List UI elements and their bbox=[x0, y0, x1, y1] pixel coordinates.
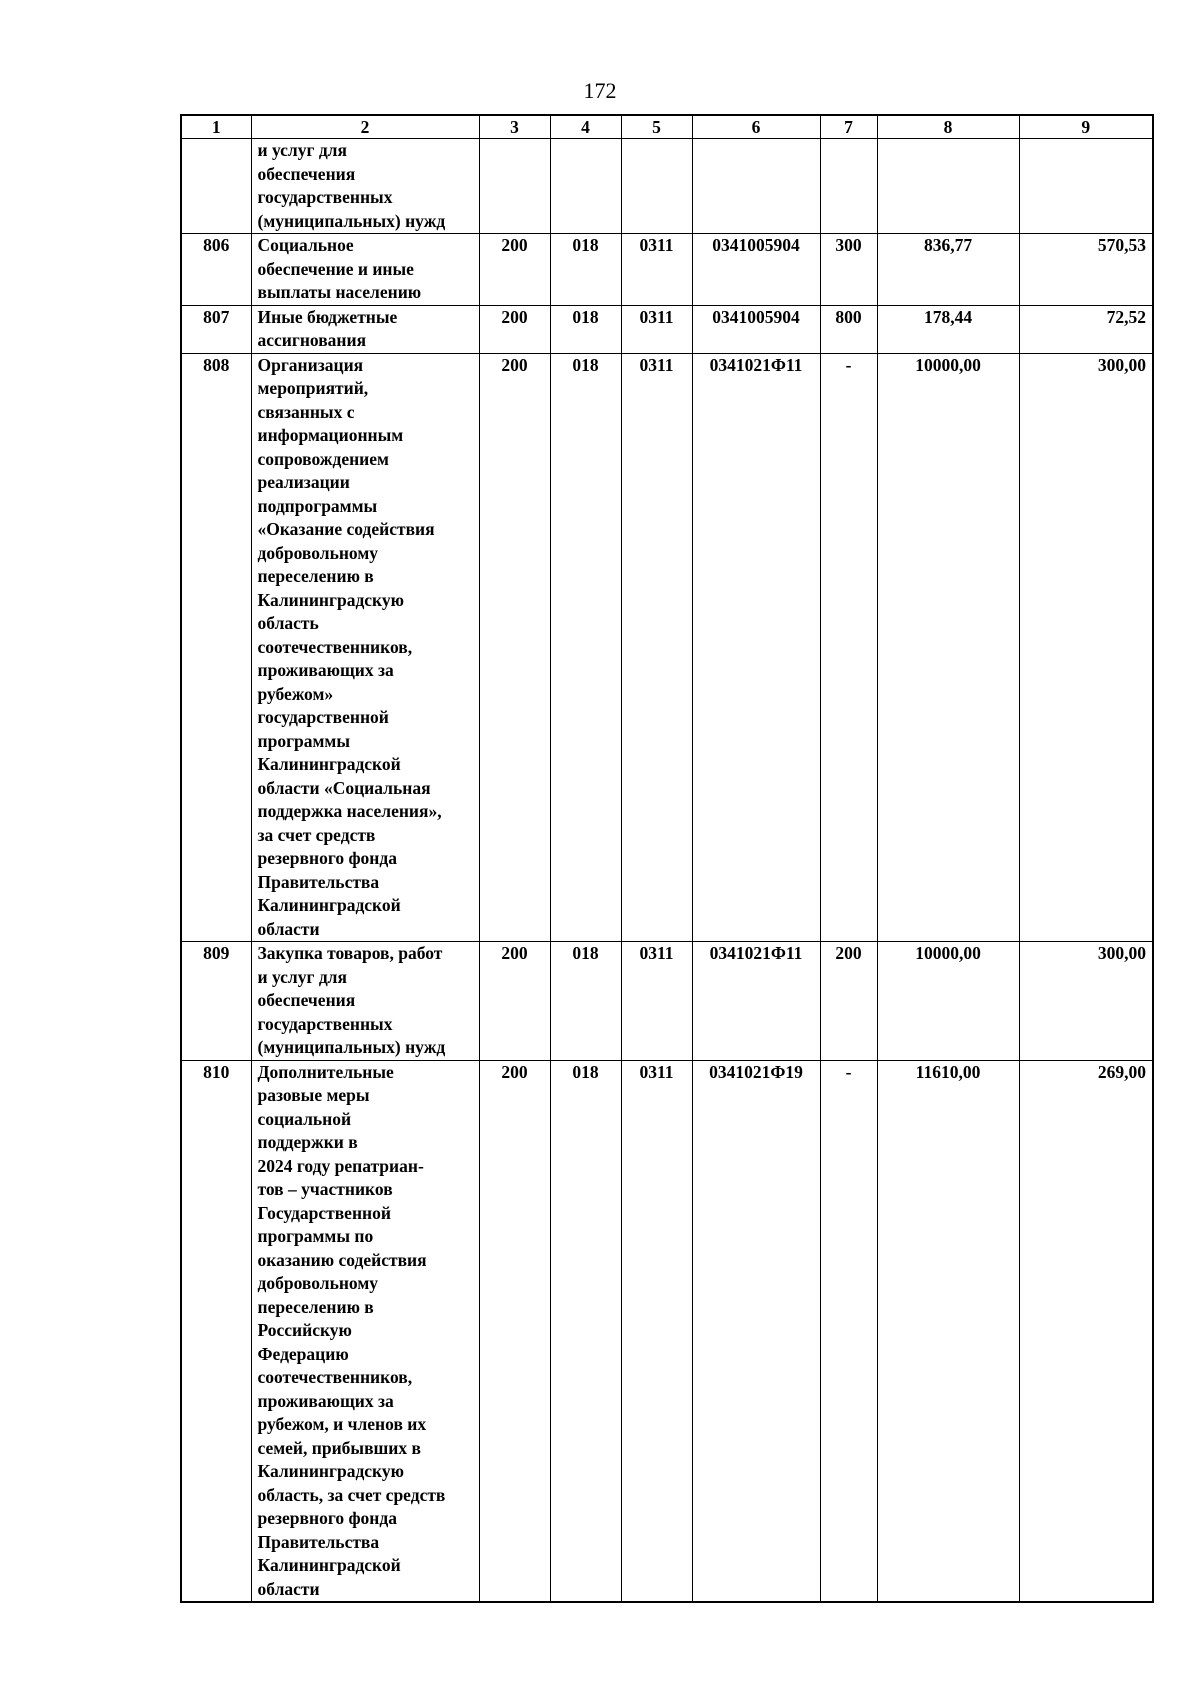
description-line: области bbox=[257, 1578, 320, 1599]
amount-col-9: 72,52 bbox=[1019, 305, 1153, 353]
ministry-code: 200 bbox=[479, 353, 550, 942]
description-line: Федерацию bbox=[257, 1343, 349, 1364]
table-row bbox=[181, 1060, 1153, 1602]
row-description bbox=[251, 1060, 479, 1602]
row-description bbox=[251, 942, 479, 1061]
description-line: 2024 году репатриан- bbox=[257, 1155, 424, 1176]
description-line: область, за счет средств bbox=[257, 1484, 446, 1505]
description-line: соотечественников, bbox=[257, 1367, 413, 1387]
amount-col-8: 178,44 bbox=[877, 305, 1019, 353]
description-line: Правительства bbox=[257, 1531, 380, 1552]
department-code: 018 bbox=[550, 305, 621, 353]
section-code bbox=[621, 139, 692, 234]
amount-col-8: 11610,00 bbox=[877, 1060, 1019, 1602]
amount-col-9: 300,00 bbox=[1019, 942, 1153, 1061]
description-line: выплаты населению bbox=[257, 282, 422, 302]
department-code bbox=[550, 139, 621, 234]
section-code: 0311 bbox=[621, 353, 692, 942]
header-cell-5: 5 bbox=[621, 115, 692, 139]
table-row bbox=[181, 305, 1153, 353]
description-line: Калининградской bbox=[257, 895, 401, 915]
header-cell-3: 3 bbox=[479, 115, 550, 139]
header-cell-4: 4 bbox=[550, 115, 621, 139]
description-line: и услуг для bbox=[257, 966, 347, 987]
target-article-code: 0341005904 bbox=[692, 305, 820, 353]
ministry-code: 200 bbox=[479, 942, 550, 1061]
header-cell-2: 2 bbox=[251, 115, 479, 139]
table-body bbox=[181, 139, 1153, 1603]
description-line: Дополнительные bbox=[257, 1061, 394, 1082]
target-article-code: 0341005904 bbox=[692, 234, 820, 306]
expense-type-code: - bbox=[820, 353, 877, 942]
description-line: (муниципальных) нужд bbox=[257, 210, 446, 231]
description-line: семей, прибывших в bbox=[257, 1437, 421, 1458]
description-line: проживающих за bbox=[257, 660, 394, 680]
description-line: связанных с bbox=[257, 401, 355, 422]
section-code: 0311 bbox=[621, 234, 692, 306]
header-cell-6: 6 bbox=[692, 115, 820, 139]
amount-col-8: 10000,00 bbox=[877, 942, 1019, 1061]
section-code: 0311 bbox=[621, 1060, 692, 1602]
description-line: Иные бюджетные bbox=[257, 306, 398, 327]
description-line: добровольному bbox=[257, 542, 378, 563]
description-line: и услуг для bbox=[257, 140, 347, 160]
description-line: государственных bbox=[257, 1013, 393, 1034]
description-line: обеспечения bbox=[257, 990, 356, 1010]
row-number: 808 bbox=[181, 353, 251, 942]
department-code: 018 bbox=[550, 234, 621, 306]
amount-col-9: 570,53 bbox=[1019, 234, 1153, 306]
description-line: обеспечения bbox=[257, 163, 356, 184]
description-line: за счет средств bbox=[257, 824, 376, 845]
amount-col-9: 269,00 bbox=[1019, 1060, 1153, 1602]
ministry-code bbox=[479, 139, 550, 234]
description-line: ассигнования bbox=[257, 330, 367, 350]
description-line: подпрограммы bbox=[257, 495, 378, 516]
table-row bbox=[181, 942, 1153, 1061]
row-number: 810 bbox=[181, 1060, 251, 1602]
ministry-code: 200 bbox=[479, 305, 550, 353]
description-line: сопровождением bbox=[257, 448, 389, 469]
table-row bbox=[181, 234, 1153, 306]
description-line: обеспечение и иные bbox=[257, 258, 414, 279]
description-line: проживающих за bbox=[257, 1390, 394, 1411]
row-number: 809 bbox=[181, 942, 251, 1061]
table-row bbox=[181, 353, 1153, 942]
description-line: Государственной bbox=[257, 1202, 391, 1223]
row-description bbox=[251, 234, 479, 306]
amount-col-8 bbox=[877, 139, 1019, 234]
budget-table bbox=[180, 114, 1154, 1603]
section-code: 0311 bbox=[621, 942, 692, 1061]
description-line: Социальное bbox=[257, 235, 354, 255]
description-line: оказанию содействия bbox=[257, 1249, 427, 1270]
description-line: информационным bbox=[257, 425, 404, 445]
target-article-code bbox=[692, 139, 820, 234]
description-line: рубежом, и членов их bbox=[257, 1414, 427, 1434]
header-row bbox=[181, 115, 1153, 139]
description-line: области bbox=[257, 918, 320, 939]
row-number bbox=[181, 139, 251, 234]
department-code: 018 bbox=[550, 942, 621, 1061]
description-line: мероприятий, bbox=[257, 378, 369, 398]
ministry-code: 200 bbox=[479, 234, 550, 306]
description-line: социальной bbox=[257, 1108, 352, 1129]
description-line: Российскую bbox=[257, 1320, 352, 1340]
row-description bbox=[251, 139, 479, 234]
description-line: соотечественников, bbox=[257, 636, 413, 657]
description-line: Калининградскую bbox=[257, 589, 405, 610]
description-line: рубежом» bbox=[257, 683, 334, 704]
description-line: Калининградской bbox=[257, 1555, 401, 1575]
table-row bbox=[181, 139, 1153, 234]
expense-type-code: 200 bbox=[820, 942, 877, 1061]
description-line: Калининградскую bbox=[257, 1461, 405, 1481]
description-line: переселению в bbox=[257, 1296, 374, 1317]
description-line: Калининградской bbox=[257, 754, 401, 774]
expense-type-code bbox=[820, 139, 877, 234]
description-line: переселению в bbox=[257, 566, 374, 586]
department-code: 018 bbox=[550, 1060, 621, 1602]
department-code: 018 bbox=[550, 353, 621, 942]
expense-type-code: - bbox=[820, 1060, 877, 1602]
ministry-code: 200 bbox=[479, 1060, 550, 1602]
row-description bbox=[251, 305, 479, 353]
description-line: тов – участников bbox=[257, 1179, 393, 1199]
description-line: государственной bbox=[257, 707, 389, 727]
description-line: государственных bbox=[257, 187, 393, 207]
header-cell-7: 7 bbox=[820, 115, 877, 139]
header-cell-8: 8 bbox=[877, 115, 1019, 139]
description-line: поддержки в bbox=[257, 1132, 358, 1152]
description-line: (муниципальных) нужд bbox=[257, 1037, 446, 1057]
description-line: область bbox=[257, 613, 319, 633]
target-article-code: 0341021Ф19 bbox=[692, 1060, 820, 1602]
row-number: 806 bbox=[181, 234, 251, 306]
target-article-code: 0341021Ф11 bbox=[692, 353, 820, 942]
section-code: 0311 bbox=[621, 305, 692, 353]
description-line: резервного фонда bbox=[257, 1508, 397, 1528]
description-line: «Оказание содействия bbox=[257, 519, 435, 539]
description-line: реализации bbox=[257, 472, 350, 492]
description-line: разовые меры bbox=[257, 1085, 370, 1105]
amount-col-9: 300,00 bbox=[1019, 353, 1153, 942]
description-line: Правительства bbox=[257, 871, 380, 892]
amount-col-8: 836,77 bbox=[877, 234, 1019, 306]
header-cell-9: 9 bbox=[1019, 115, 1153, 139]
description-line: Закупка товаров, работ bbox=[257, 943, 443, 963]
description-line: программы по bbox=[257, 1226, 374, 1246]
description-line: Организация bbox=[257, 354, 364, 375]
description-line: поддержка населения», bbox=[257, 801, 442, 821]
description-line: добровольному bbox=[257, 1273, 378, 1293]
target-article-code: 0341021Ф11 bbox=[692, 942, 820, 1061]
page-number: 172 bbox=[583, 78, 617, 103]
description-line: программы bbox=[257, 730, 350, 751]
row-description bbox=[251, 353, 479, 942]
amount-col-9 bbox=[1019, 139, 1153, 234]
expense-type-code: 800 bbox=[820, 305, 877, 353]
row-number: 807 bbox=[181, 305, 251, 353]
description-line: резервного фонда bbox=[257, 848, 397, 868]
amount-col-8: 10000,00 bbox=[877, 353, 1019, 942]
description-line: области «Социальная bbox=[257, 777, 431, 798]
expense-type-code: 300 bbox=[820, 234, 877, 306]
header-cell-1: 1 bbox=[181, 115, 251, 139]
